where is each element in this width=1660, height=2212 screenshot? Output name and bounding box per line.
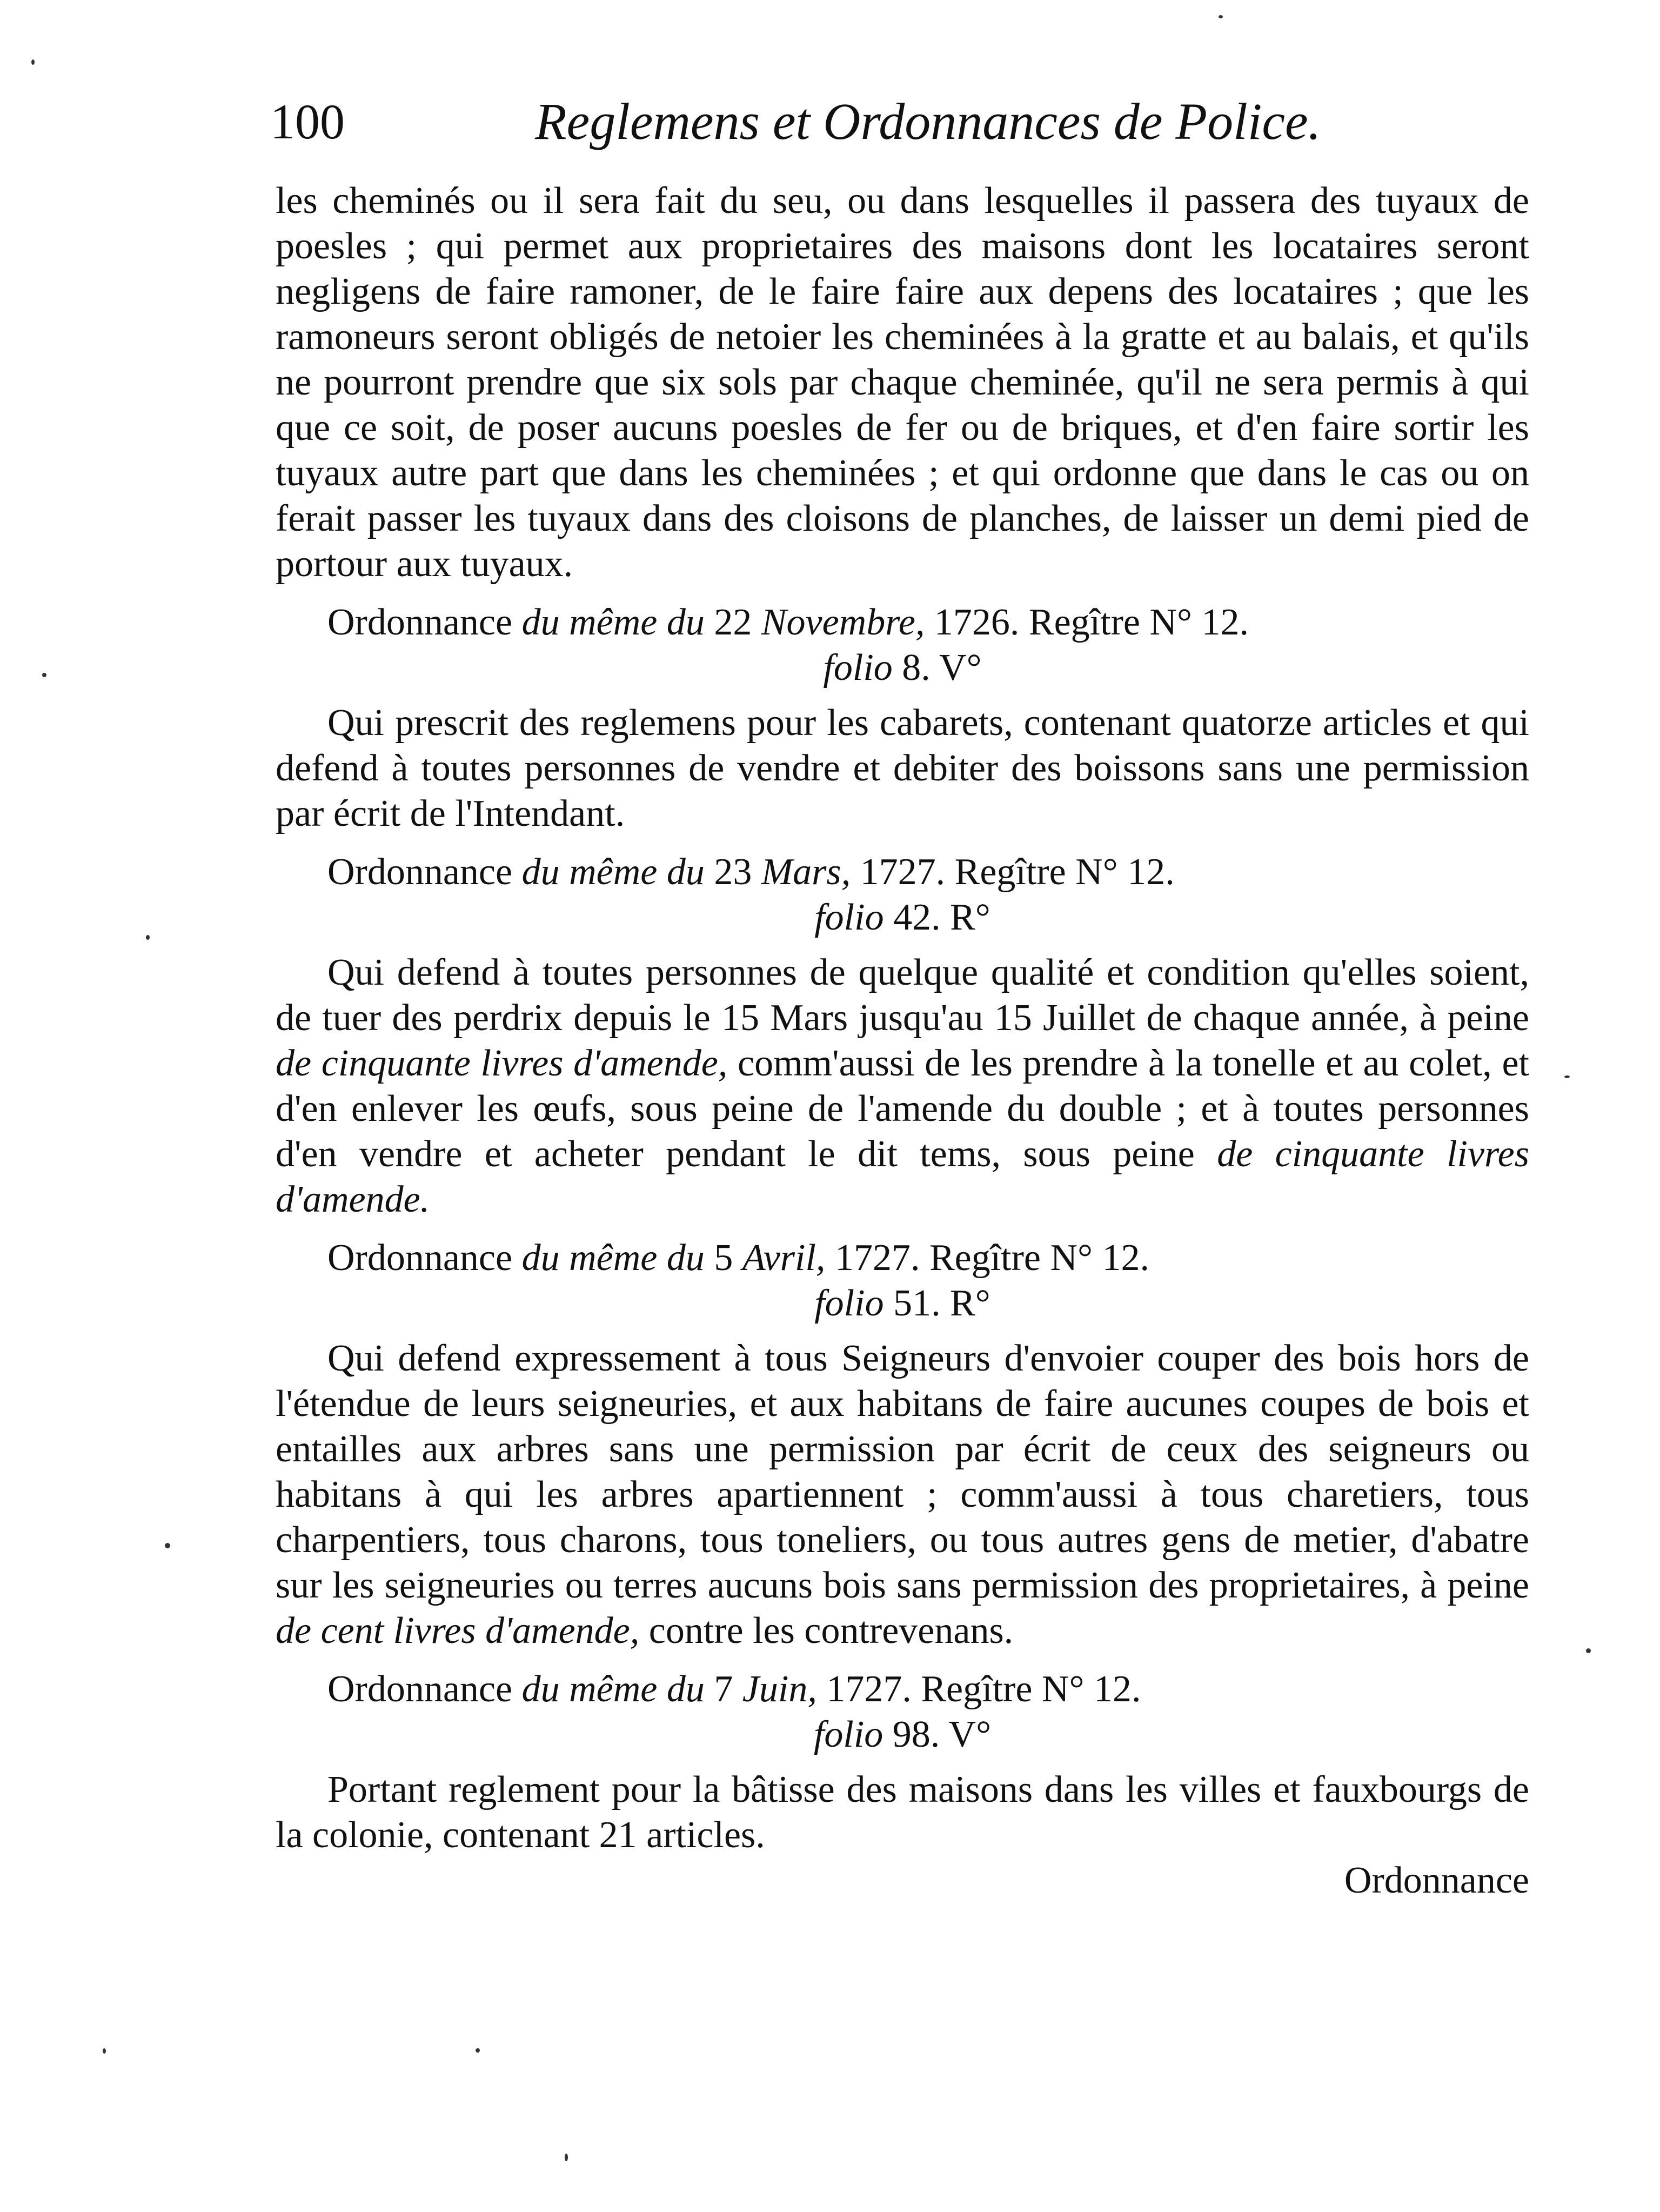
paragraph-chimneys: les cheminés ou il sera fait du seu, ou dans lesquelles il passera des tuyaux de poesles ; qui permet aux proprietaires des maisons dont les locataires seront negligens de faire ramoner, de le faire faire aux depens des locataires ; que les ramoneurs seront obligés de netoier les cheminées à la gratte et au balais, et qu'ils ne pourront prendre que six sols par chaque cheminée, qu'il ne sera permis à qui que ce soit, de poser aucuns poesles de fer ou de briques, et d'en faire sortir les tuyaux autre part que dans les cheminées ; et qui ordonne que dans le cas ou on ferait passer les tuyaux dans des cloisons de planches, de laisser un demi pied de portour aux tuyaux. bbox=[276, 180, 1529, 585]
ordonnance-register: Regître N° 12. bbox=[921, 1668, 1141, 1710]
ordonnance-folio-line bbox=[276, 645, 1529, 691]
ordonnance-folio-line bbox=[276, 1712, 1529, 1757]
paragraph-bois bbox=[276, 1336, 1529, 1654]
scan-speck bbox=[31, 59, 35, 65]
ordonnance-heading bbox=[276, 1667, 1529, 1757]
ordonnance-register: Regître N° 12. bbox=[954, 851, 1175, 893]
paragraph-text: Qui defend à toutes personnes de quelque qualité et condition qu'elles soient, de tuer des perdrix depuis le 15 Mars jusqu'au 15 Juillet de chaque année, à peine bbox=[276, 952, 1529, 1039]
ordonnance-year: 1727. bbox=[860, 851, 946, 893]
ordonnance-register: Regître N° 12. bbox=[929, 1237, 1150, 1279]
ordonnance-meme: du même du bbox=[521, 602, 705, 643]
ordonnance-heading-line bbox=[276, 1667, 1529, 1712]
ordonnance-day: 7 bbox=[714, 1668, 733, 1710]
page-number: 100 bbox=[270, 94, 345, 149]
ordonnance-heading bbox=[276, 850, 1529, 940]
paragraph-text: contre les contrevenans. bbox=[639, 1610, 1014, 1652]
ordonnance-heading-line bbox=[276, 850, 1529, 895]
ordonnance-folio-word: folio bbox=[823, 647, 893, 689]
catchword-line bbox=[276, 1858, 1529, 1903]
ordonnance-month: Novembre, bbox=[761, 602, 925, 643]
ordonnance-label: Ordonnance bbox=[327, 851, 513, 893]
paragraph-italic: de cinquante livres d'amende. bbox=[276, 1133, 1529, 1220]
ordonnance-folio: 98. V° bbox=[892, 1714, 992, 1755]
paragraph-text: comm'aussi de les prendre à la tonelle et au colet, et d'en enlever les œufs, sous peine de l'amende du double ; et à toutes personnes d'en vendre et acheter pendant le dit tems, sous peine bbox=[276, 1042, 1529, 1175]
ordonnance-year: 1726. bbox=[934, 602, 1020, 643]
ordonnance-folio-line bbox=[276, 895, 1529, 940]
ordonnance-day: 23 bbox=[714, 851, 752, 893]
ordonnance-folio: 51. R° bbox=[893, 1282, 990, 1324]
ordonnance-heading-line bbox=[276, 1235, 1529, 1281]
scan-speck bbox=[1219, 15, 1223, 18]
ordonnance-meme: du même du bbox=[521, 851, 705, 893]
ordonnance-heading bbox=[276, 600, 1529, 691]
ordonnance-month: Juin, bbox=[742, 1668, 817, 1710]
scan-speck bbox=[1564, 1075, 1570, 1078]
ordonnance-label: Ordonnance bbox=[327, 602, 513, 643]
ordonnance-folio: 42. R° bbox=[893, 897, 990, 938]
ordonnance-folio-word: folio bbox=[813, 1714, 883, 1755]
ordonnance-year: 1727. bbox=[834, 1237, 920, 1279]
ordonnance-month: Mars, bbox=[761, 851, 851, 893]
running-title: Reglemens et Ordonnances de Police. bbox=[535, 92, 1321, 150]
ordonnance-heading bbox=[276, 1235, 1529, 1326]
scan-speck bbox=[103, 2048, 106, 2054]
catchword: Ordonnance bbox=[1344, 1860, 1529, 1901]
ordonnance-month: Avril, bbox=[742, 1237, 826, 1279]
ordonnance-register: Regître N° 12. bbox=[1028, 602, 1249, 643]
ordonnance-folio: 8. V° bbox=[902, 647, 982, 689]
ordonnance-folio-line bbox=[276, 1281, 1529, 1326]
ordonnance-folio-word: folio bbox=[814, 897, 884, 938]
scan-speck bbox=[565, 2154, 568, 2161]
ordonnance-folio-word: folio bbox=[814, 1282, 884, 1324]
ordonnance-day: 22 bbox=[714, 602, 752, 643]
ordonnance-day: 5 bbox=[714, 1237, 733, 1279]
paragraph-cabarets: Qui prescrit des reglemens pour les cabarets, contenant quatorze articles et qui defend à toutes personnes de vendre et debiter des boissons sans une permission par écrit de l'Intendant. bbox=[276, 702, 1529, 834]
paragraph-perdrix bbox=[276, 950, 1529, 1222]
ordonnance-meme: du même du bbox=[521, 1237, 705, 1279]
page-body bbox=[276, 178, 1529, 1903]
ordonnance-heading-line bbox=[276, 600, 1529, 645]
scan-speck bbox=[1586, 1648, 1591, 1653]
paragraph-text: Qui defend expressement à tous Seigneurs d'envoier couper des bois hors de l'étendue de leurs seigneuries, et aux habitans de faire aucunes coupes de bois et entailles aux arbres sans une permission par écrit de ceux des seigneurs ou habitans à qui les arbres apartiennent ; comm'aussi à tous charetiers, tous charpentiers, tous charons, tous toneliers, ou tous autres gens de metier, d'abatre sur les seigneuries ou terres aucuns bois sans permission des proprietaires, à peine bbox=[276, 1338, 1529, 1606]
scan-speck bbox=[42, 673, 46, 677]
ordonnance-meme: du même du bbox=[521, 1668, 705, 1710]
scan-speck bbox=[165, 1543, 170, 1548]
page-header bbox=[270, 92, 1405, 151]
paragraph-batisse: Portant reglement pour la bâtisse des maisons dans les villes et fauxbourgs de la colonie, contenant 21 articles. bbox=[276, 1769, 1529, 1856]
scan-speck bbox=[146, 935, 150, 940]
ordonnance-label: Ordonnance bbox=[327, 1668, 513, 1710]
paragraph-italic: de cent livres d'amende, bbox=[276, 1610, 640, 1652]
ordonnance-label: Ordonnance bbox=[327, 1237, 513, 1279]
scan-speck bbox=[476, 2048, 480, 2053]
ordonnance-year: 1727. bbox=[826, 1668, 912, 1710]
paragraph-italic: de cinquante livres d'amende, bbox=[276, 1042, 728, 1084]
